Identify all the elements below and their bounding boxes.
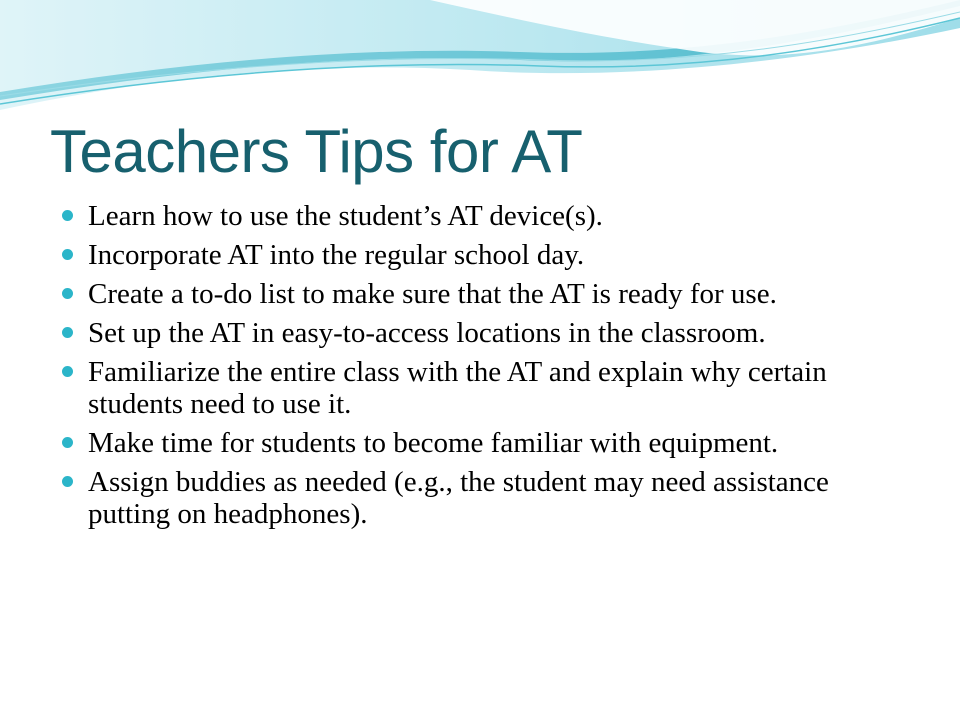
filled-circle-bullet-icon <box>62 210 73 221</box>
list-item <box>58 200 888 232</box>
list-item <box>58 239 888 271</box>
wave-decoration-icon <box>0 0 960 120</box>
bullet-text: Create a to-do list to make sure that the AT is ready for use. <box>88 278 777 310</box>
list-item <box>58 278 888 310</box>
filled-circle-bullet-icon <box>62 437 73 448</box>
filled-circle-bullet-icon <box>62 327 73 338</box>
bullet-text: Familiarize the entire class with the AT and explain why certain students need to use it. <box>88 356 827 420</box>
list-item <box>58 356 888 420</box>
bullet-text: Set up the AT in easy-to-access locations in the classroom. <box>88 317 766 349</box>
bullet-list <box>58 200 888 537</box>
bullet-text: Assign buddies as needed (e.g., the student may need assistance putting on headphones). <box>88 466 829 530</box>
bullet-text: Incorporate AT into the regular school day. <box>88 239 585 271</box>
filled-circle-bullet-icon <box>62 249 73 260</box>
list-item <box>58 317 888 349</box>
list-item <box>58 466 888 530</box>
bullet-text: Learn how to use the student’s AT device(s). <box>88 200 603 232</box>
filled-circle-bullet-icon <box>62 288 73 299</box>
slide-title: Teachers Tips for AT <box>50 118 583 185</box>
filled-circle-bullet-icon <box>62 366 73 377</box>
filled-circle-bullet-icon <box>62 476 73 487</box>
bullet-text: Make time for students to become familiar with equipment. <box>88 427 779 459</box>
list-item <box>58 427 888 459</box>
